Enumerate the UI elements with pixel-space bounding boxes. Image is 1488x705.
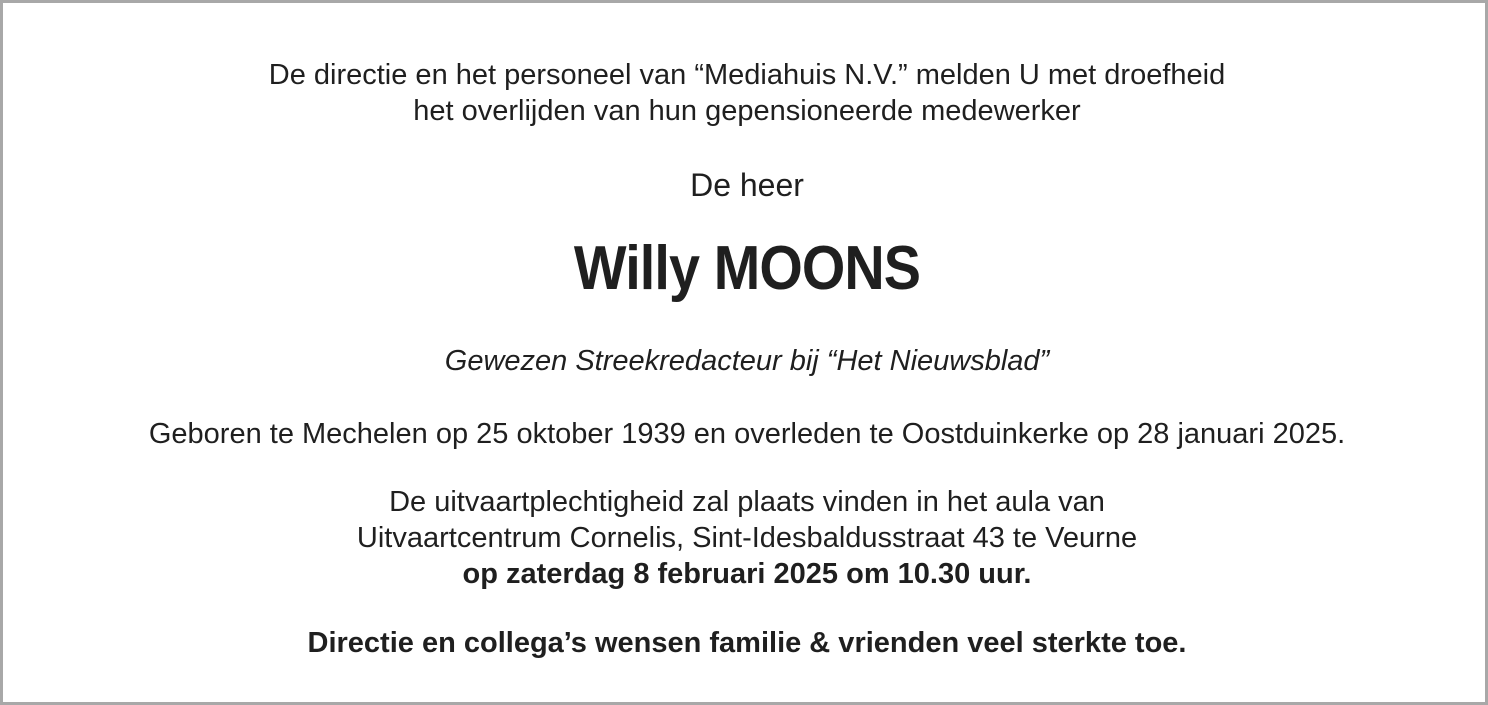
funeral-line-2: Uitvaartcentrum Cornelis, Sint-Idesbaldusstraat 43 te Veurne — [356, 522, 1138, 554]
deceased-name: Willy MOONS — [573, 234, 921, 303]
funeral-datetime: op zaterdag 8 februari 2025 om 10.30 uur. — [462, 558, 1032, 590]
intro-line-1: De directie en het personeel van “Mediahuis N.V.” melden U met droefheid — [268, 59, 1226, 91]
closing-message: Directie en collega’s wensen familie & vrienden veel sterkte toe. — [307, 627, 1187, 659]
honorific: De heer — [690, 167, 804, 203]
birth-death-dates: Geboren te Mechelen op 25 oktober 1939 en overleden te Oostduinkerke op 28 januari 2025. — [148, 418, 1346, 450]
funeral-line-1: De uitvaartplechtigheid zal plaats vinden in het aula van — [389, 486, 1105, 518]
former-position: Gewezen Streekredacteur bij “Het Nieuwsblad” — [444, 345, 1050, 377]
intro-line-2: het overlijden van hun gepensioneerde medewerker — [413, 95, 1081, 127]
